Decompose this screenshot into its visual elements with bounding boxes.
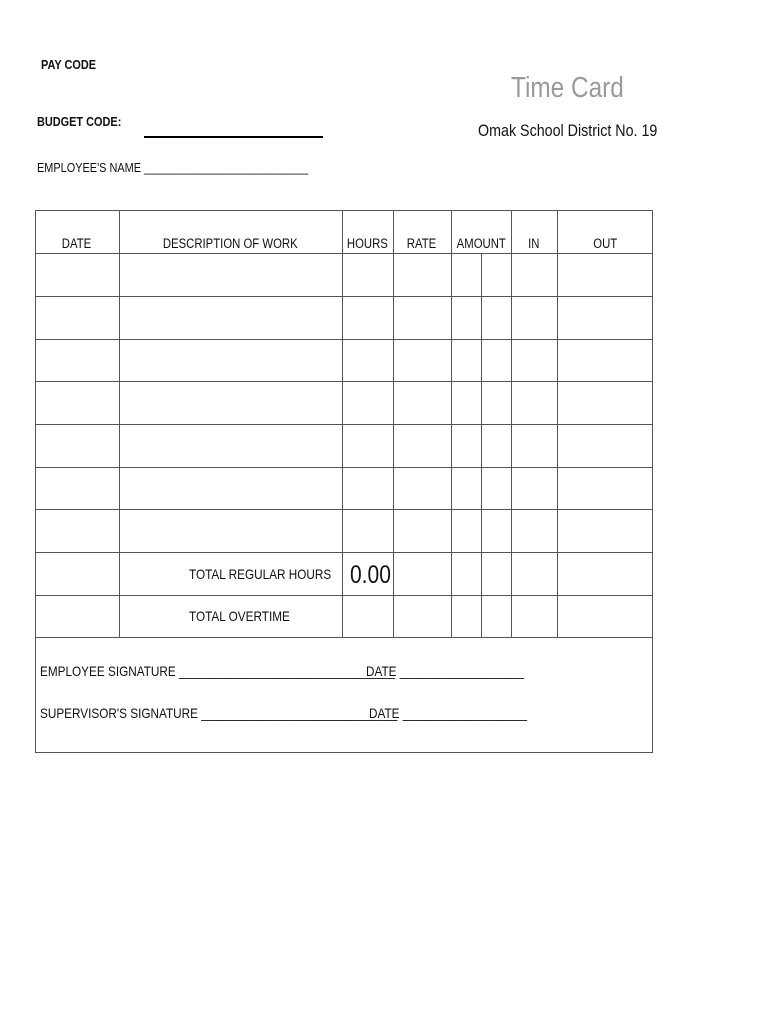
column-header-in: IN — [528, 236, 540, 251]
table-row-divider — [35, 595, 653, 596]
table-row-divider — [35, 253, 653, 254]
table-border-bottom — [35, 752, 653, 753]
budget-code-label: BUDGET CODE: — [37, 114, 122, 129]
table-row-divider — [35, 467, 653, 468]
employee-signature-date-field[interactable]: DATE ___________________ — [366, 663, 525, 679]
column-header-date: DATE — [62, 236, 92, 251]
total-overtime-label: TOTAL OVERTIME — [189, 608, 290, 624]
column-divider — [511, 210, 512, 638]
budget-code-field[interactable] — [144, 136, 323, 138]
amount-subdivider — [481, 253, 482, 638]
column-header-hours: HOURS — [347, 236, 388, 251]
table-row-divider — [35, 296, 653, 297]
employee-name-field[interactable]: EMPLOYEE'S NAME ___________________________ — [37, 160, 309, 175]
table-row-divider — [35, 637, 653, 638]
column-divider — [119, 210, 120, 638]
employee-signature-field[interactable]: EMPLOYEE SIGNATURE _________________________________ — [40, 663, 395, 679]
table-row-divider — [35, 509, 653, 510]
table-border-left — [35, 210, 36, 753]
document-title: Time Card — [511, 72, 624, 104]
table-border-top — [35, 210, 653, 211]
table-row-divider — [35, 381, 653, 382]
district-name: Omak School District No. 19 — [478, 121, 658, 140]
column-header-out: OUT — [593, 236, 617, 251]
total-regular-hours-label: TOTAL REGULAR HOURS — [189, 566, 332, 582]
column-divider — [451, 210, 452, 638]
column-header-amount: AMOUNT — [456, 236, 506, 251]
total-regular-hours-value: 0.00 — [350, 561, 391, 589]
supervisor-signature-field[interactable]: SUPERVISOR'S SIGNATURE ______________________________ — [40, 705, 398, 721]
table-row-divider — [35, 424, 653, 425]
pay-code-label: PAY CODE — [41, 57, 97, 72]
table-border-right — [652, 210, 653, 753]
table-row-divider — [35, 339, 653, 340]
column-divider — [557, 210, 558, 638]
table-row-divider — [35, 552, 653, 553]
column-header-description: DESCRIPTION OF WORK — [163, 236, 298, 251]
supervisor-signature-date-field[interactable]: DATE ___________________ — [369, 705, 528, 721]
column-header-rate: RATE — [407, 236, 437, 251]
